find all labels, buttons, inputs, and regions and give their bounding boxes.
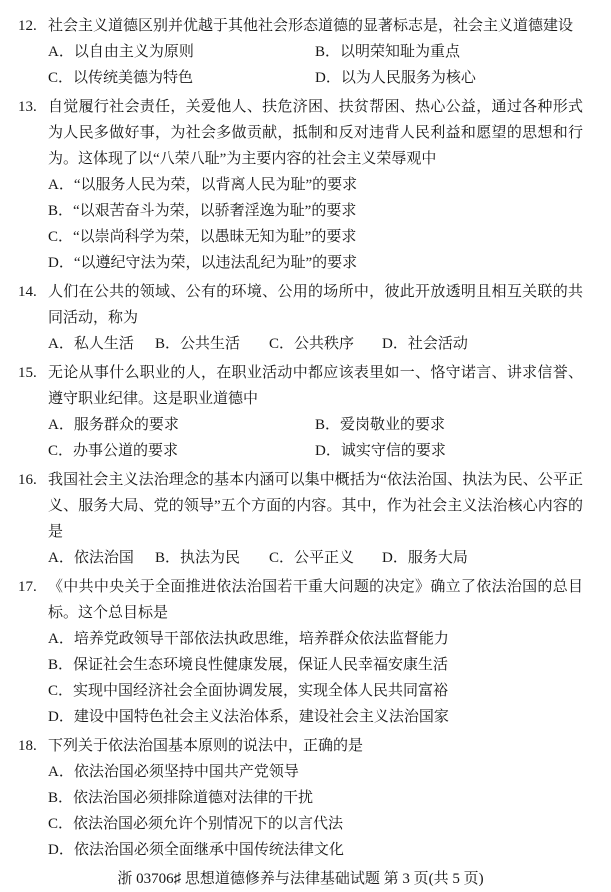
option-a: A．“以服务人民为荣，以背离人民为耻”的要求 [48,177,358,193]
questions [18,13,583,863]
question-block [18,13,583,91]
question-head [18,467,583,545]
option-c: C．“以崇尚科学为荣，以愚昧无知为耻”的要求 [48,229,357,245]
question-stem: 我国社会主义法治理念的基本内涵可以集中概括为“依法治国、执法为民、公平正义、服务大局、党的领导”五个方面的内容。其中，作为社会主义法治核心内容的是 [48,472,583,540]
question-block [18,467,583,571]
option-c: C．办事公道的要求 [48,443,179,459]
question-stem: 无论从事什么职业的人，在职业活动中都应该表里如一、恪守诺言、讲求信誉、遵守职业纪律。这是职业道德中 [48,365,583,407]
option-b: B．依法治国必须排除道德对法律的干扰 [48,790,314,806]
question-number: 15. [18,365,37,381]
question-head [18,360,583,412]
option-d: D．依法治国必须全面继承中国传统法律文化 [48,842,344,858]
question-block [18,279,583,357]
question-head [18,13,583,39]
option-a: A．依法治国必须坚持中国共产党领导 [48,764,299,780]
options [48,759,583,863]
question-stem: 自觉履行社会责任，关爱他人、扶危济困、扶贫帮困、热心公益，通过各种形式为人民多做好事，为社会多做贡献，抵制和反对违背人民利益和愿望的思想和行为。这体现了以“八荣八耻”为主要内容的社会主义荣辱观中 [48,99,583,167]
options [48,626,583,730]
question-stem: 《中共中央关于全面推进依法治国若干重大问题的决定》确立了依法治国的总目标。这个总目标是 [48,579,583,621]
question-head [18,733,583,759]
option-a: A．依法治国 [48,550,134,566]
option-c: C．依法治国必须允许个别情况下的以言代法 [48,816,344,832]
option-a: A．私人生活 [48,336,134,352]
option-b: B．公共生活 [155,336,241,352]
option-a: A．服务群众的要求 [48,417,179,433]
options [48,39,583,91]
option-a: A．以自由主义为原则 [48,44,194,60]
question-stem: 社会主义道德区别并优越于其他社会形态道德的显著标志是，社会主义道德建设 [48,18,574,34]
question-number: 13. [18,99,37,115]
question-number: 16. [18,472,37,488]
question-number: 14. [18,284,37,300]
options [48,172,583,276]
question-head [18,94,583,172]
option-b: B．“以艰苦奋斗为荣，以骄奢淫逸为耻”的要求 [48,203,357,219]
option-d: D．服务大局 [382,550,468,566]
question-block [18,733,583,863]
option-b: B．保证社会生态环境良性健康发展，保证人民幸福安康生活 [48,657,449,673]
option-d: D．诚实守信的要求 [315,443,446,459]
option-a: A．培养党政领导干部依法执政思维，培养群众依法监督能力 [48,631,449,647]
options [48,545,583,571]
question-stem: 人们在公共的领域、公有的环境、公用的场所中，彼此开放透明且相互关联的共同活动，称为 [48,284,583,326]
option-d: D．“以遵纪守法为荣，以违法乱纪为耻”的要求 [48,255,358,271]
option-c: C．以传统美德为特色 [48,70,194,86]
question-number: 17. [18,579,37,595]
option-d: D．建设中国特色社会主义法治体系，建设社会主义法治国家 [48,709,449,725]
question-head [18,574,583,626]
option-c: C．公平正义 [269,550,355,566]
option-b: B．以明荣知耻为重点 [315,44,461,60]
page-footer: 浙 03706♯ 思想道德修养与法律基础试题 第 3 页(共 5 页) [117,871,484,887]
question-block [18,94,583,276]
options [48,412,583,464]
options [48,331,583,357]
option-c: C．实现中国经济社会全面协调发展，实现全体人民共同富裕 [48,683,449,699]
option-d: D．以为人民服务为核心 [315,70,476,86]
question-number: 18. [18,738,37,754]
question-head [18,279,583,331]
question-block [18,574,583,730]
option-d: D．社会活动 [382,336,468,352]
question-number: 12. [18,18,37,34]
question-stem: 下列关于依法治国基本原则的说法中，正确的是 [48,738,364,754]
question-block [18,360,583,464]
option-c: C．公共秩序 [269,336,355,352]
option-b: B．爱岗敬业的要求 [315,417,446,433]
option-b: B．执法为民 [155,550,241,566]
